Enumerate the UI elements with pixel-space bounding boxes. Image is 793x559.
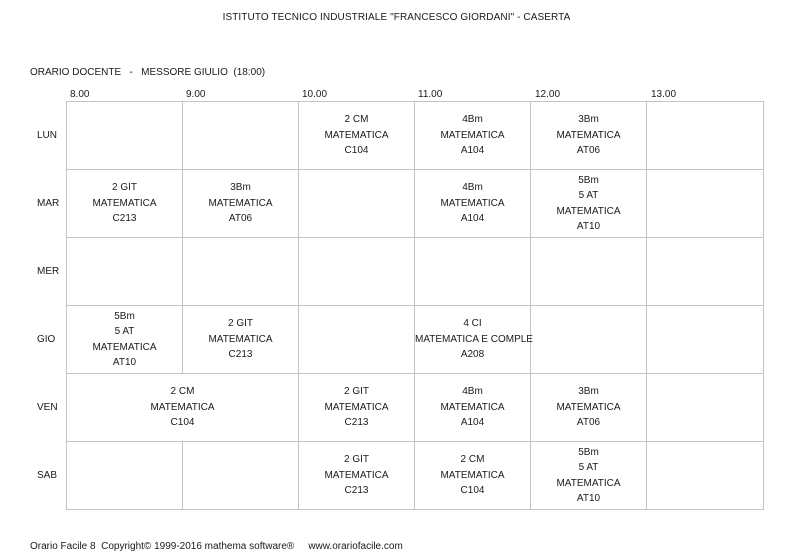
lesson-line: 5 AT (578, 190, 599, 201)
lesson-cell (183, 170, 299, 238)
day-row-lun (67, 102, 764, 170)
footer-copyright: Orario Facile 8 Copyright© 1999-2016 mathema software® (30, 541, 295, 552)
lesson-line: AT06 (576, 417, 601, 429)
lesson-cell (415, 102, 531, 170)
lesson-line: A104 (460, 145, 485, 157)
lesson-line: C104 (170, 417, 195, 429)
hour-label: 9.00 (186, 89, 206, 100)
lesson-cell (415, 374, 531, 442)
lesson-line: MATEMATICA (440, 129, 505, 141)
lesson-line: MATEMATICA (150, 401, 215, 413)
teacher-hours: (18:00) (233, 67, 266, 78)
empty-cell (67, 102, 183, 170)
lesson-line: 2 GIT (343, 454, 369, 466)
hour-label: 13.00 (651, 89, 677, 100)
day-row-ven (67, 374, 764, 442)
lesson-line: AT10 (112, 357, 137, 368)
lesson-cell (415, 306, 531, 374)
timetable-grid (66, 101, 764, 510)
lesson-line: AT10 (576, 221, 601, 232)
lesson-line: 4 CI (463, 318, 482, 330)
lesson-cell (531, 374, 647, 442)
lesson-cell (67, 306, 183, 374)
lesson-line: A208 (460, 349, 485, 361)
empty-cell (183, 442, 299, 510)
empty-cell (647, 102, 764, 170)
lesson-line: MATEMATICA (440, 469, 505, 481)
lesson-line: C104 (460, 485, 485, 497)
day-row-gio (67, 306, 764, 374)
lesson-cell (531, 170, 647, 238)
footer (30, 541, 403, 552)
lesson-line: 2 GIT (343, 386, 369, 398)
lesson-line: 2 CM (460, 454, 485, 466)
lesson-line: 5 AT (114, 326, 135, 337)
day-label: MAR (37, 198, 60, 209)
lesson-line: A104 (460, 213, 485, 225)
lesson-line: 5Bm (114, 310, 135, 322)
day-label: LUN (37, 130, 58, 141)
teacher-name: MESSORE GIULIO (141, 67, 228, 78)
empty-cell (299, 170, 415, 238)
day-row-mar (67, 170, 764, 238)
lesson-line: AT06 (228, 213, 253, 225)
day-label: VEN (37, 402, 58, 413)
empty-cell (299, 306, 415, 374)
lesson-line: C213 (228, 349, 253, 361)
timetable-body (67, 102, 764, 510)
lesson-cell (67, 374, 299, 442)
lesson-line: 2 GIT (111, 182, 137, 194)
day-label: MER (37, 266, 60, 277)
lesson-line: MATEMATICA (92, 341, 157, 353)
lesson-cell (67, 170, 183, 238)
lesson-line: A104 (460, 417, 485, 429)
lesson-cell (183, 306, 299, 374)
empty-cell (647, 306, 764, 374)
lesson-cell (531, 442, 647, 510)
lesson-line: AT06 (576, 145, 601, 157)
empty-cell (531, 238, 647, 306)
empty-cell (183, 102, 299, 170)
lesson-line: 5Bm (578, 174, 599, 186)
lesson-line: 5 AT (578, 462, 599, 473)
lesson-line: C213 (344, 485, 369, 497)
hour-label: 11.00 (418, 89, 443, 100)
header-label: ORARIO DOCENTE (30, 67, 122, 78)
lesson-line: MATEMATICA (556, 477, 621, 489)
document-header (30, 67, 265, 78)
lesson-line: C104 (344, 145, 369, 157)
lesson-line: 2 CM (170, 386, 195, 398)
lesson-line: C213 (344, 417, 369, 429)
lesson-line: 4Bm (462, 386, 483, 398)
day-label: SAB (37, 470, 58, 481)
lesson-cell (299, 442, 415, 510)
lesson-cell (531, 102, 647, 170)
lesson-line: MATEMATICA (324, 401, 389, 413)
lesson-line: 2 GIT (227, 318, 253, 330)
day-row-mer (67, 238, 764, 306)
lesson-line: 2 CM (344, 114, 369, 126)
lesson-line: MATEMATICA (208, 333, 273, 345)
hour-label: 8.00 (70, 89, 90, 100)
lesson-line: AT10 (576, 493, 601, 504)
lesson-line: 4Bm (462, 114, 483, 126)
lesson-line: 5Bm (578, 446, 599, 458)
empty-cell (67, 238, 183, 306)
lesson-line: 4Bm (462, 182, 483, 194)
lesson-line: MATEMATICA (440, 197, 505, 209)
lesson-cell (415, 442, 531, 510)
lesson-cell (299, 102, 415, 170)
empty-cell (647, 374, 764, 442)
lesson-line: MATEMATICA (208, 197, 273, 209)
lesson-line: C213 (112, 213, 137, 225)
empty-cell (647, 170, 764, 238)
lesson-cell (415, 170, 531, 238)
lesson-line: 3Bm (230, 182, 251, 194)
empty-cell (183, 238, 299, 306)
empty-cell (647, 442, 764, 510)
day-row-sab (67, 442, 764, 510)
lesson-line: MATEMATICA (556, 129, 621, 141)
day-label: GIO (37, 334, 56, 345)
hour-label: 10.00 (302, 89, 328, 100)
lesson-line: 3Bm (578, 386, 599, 398)
empty-cell (299, 238, 415, 306)
empty-cell (415, 238, 531, 306)
empty-cell (647, 238, 764, 306)
hour-label: 12.00 (535, 89, 561, 100)
lesson-line: MATEMATICA (92, 197, 157, 209)
empty-cell (67, 442, 183, 510)
lesson-line: MATEMATICA (324, 469, 389, 481)
footer-website: www.orariofacile.com (308, 541, 403, 552)
lesson-line: MATEMATICA (440, 401, 505, 413)
lesson-line: MATEMATICA E COMPLE (415, 333, 533, 345)
lesson-line: 3Bm (578, 114, 599, 126)
lesson-line: MATEMATICA (324, 129, 389, 141)
empty-cell (531, 306, 647, 374)
lesson-line: MATEMATICA (556, 401, 621, 413)
lesson-cell (299, 374, 415, 442)
header-separator: - (129, 67, 133, 78)
lesson-line: MATEMATICA (556, 205, 621, 217)
school-title: ISTITUTO TECNICO INDUSTRIALE "FRANCESCO GIORDANI" - CASERTA (222, 12, 571, 23)
